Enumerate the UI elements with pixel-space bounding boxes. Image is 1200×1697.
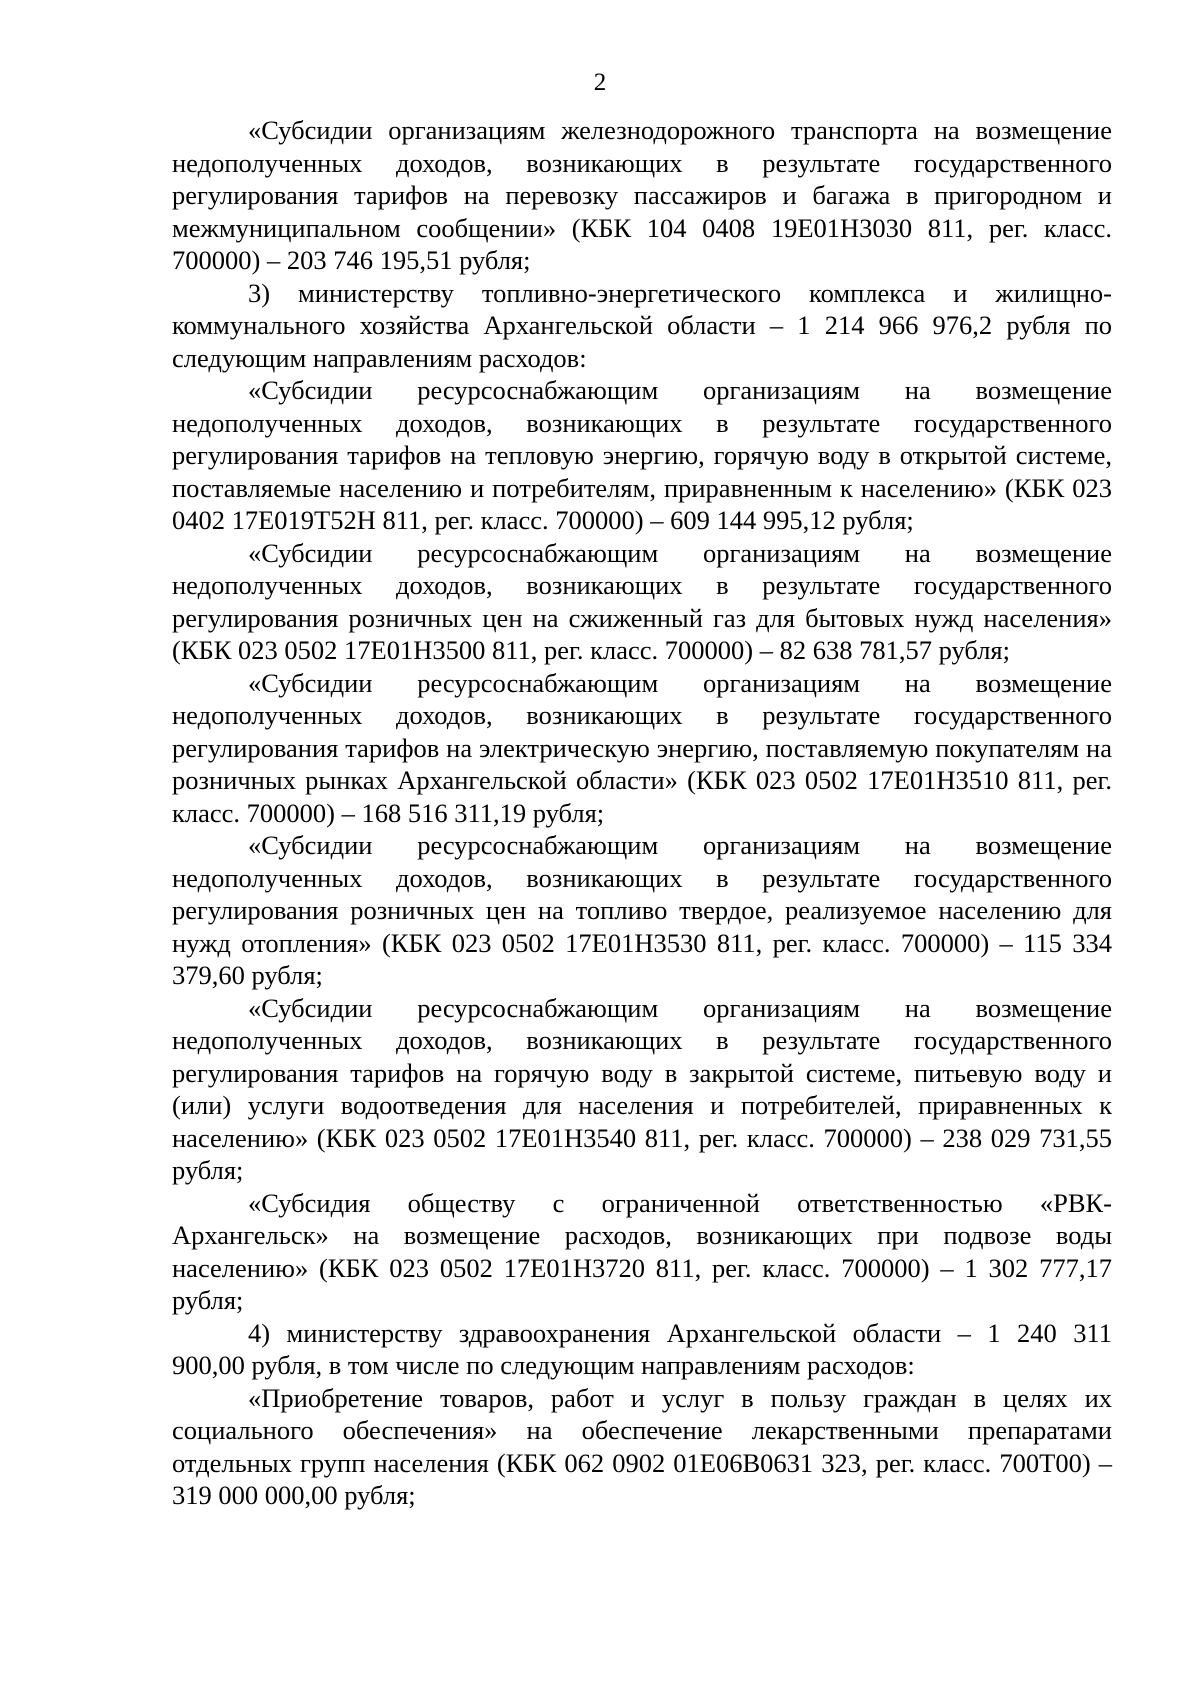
page-number: 2 (593, 69, 607, 96)
paragraph-hot-water-subsidy: «Субсидии ресурсоснабжающим организациям на возмещение недополученных доходов, возникающих в результате государственного регулирования тарифов на горячую воду в закрытой системе, питьевую воду и (или) услуги водоотведения для населения и потребителей, приравненных к населению» (КБК 023 0502 17Е01Н3540 811, рег. класс. 700000) – 238 029 731,55 рубля; (172, 992, 1112, 1185)
paragraph-liquefied-gas-subsidy: «Субсидии ресурсоснабжающим организациям на возмещение недополученных доходов, возникающих в результате государственного регулирования розничных цен на сжиженный газ для бытовых нужд населения» (КБК 023 0502 17Е01Н3500 811, рег. класс. 700000) – 82 638 781,57 рубля; (172, 537, 1112, 665)
paragraph-heat-energy-subsidy: «Субсидии ресурсоснабжающим организациям на возмещение недополученных доходов, возникающих в результате государственного регулирования тарифов на тепловую энергию, горячую воду в открытой системе, поставляемые населению и потребителям, приравненным к населению» (КБК 023 0402 17Е019Т52Н 811, рег. класс. 700000) – 609 144 995,12 рубля; (172, 375, 1112, 535)
paragraph-health-ministry: 4) министерству здравоохранения Архангельской области – 1 240 311 900,00 рубля, в том числе по следующим направлениям расходов: (172, 1317, 1112, 1380)
paragraph-fuel-energy-ministry: 3) министерству топливно-энергетического комплекса и жилищно-коммунального хозяйства Архангельской области – 1 214 966 976,2 рубля по следующим направлениям расходов: (172, 277, 1112, 373)
paragraph-medicines-procurement: «Приобретение товаров, работ и услуг в пользу граждан в целях их социального обеспечения» на обеспечение лекарственными препаратами отдельных групп населения (КБК 062 0902 01Е06В0631 323, рег. класс. 700Т00) – 319 000 000,00 рубля; (172, 1382, 1112, 1510)
paragraph-solid-fuel-subsidy: «Субсидии ресурсоснабжающим организациям на возмещение недополученных доходов, возникающих в результате государственного регулирования розничных цен на топливо твердое, реализуемое населению для нужд отопления» (КБК 023 0502 17Е01Н3530 811, рег. класс. 700000) – 115 334 379,60 рубля; (172, 830, 1112, 990)
paragraph-electric-energy-subsidy: «Субсидии ресурсоснабжающим организациям на возмещение недополученных доходов, возникающих в результате государственного регулирования тарифов на электрическую энергию, поставляемую покупателям на розничных рынках Архангельской области» (КБК 023 0502 17Е01Н3510 811, рег. класс. 700000) – 168 516 311,19 рубля; (172, 667, 1112, 828)
paragraph-rvk-water-delivery-subsidy: «Субсидия обществу с ограниченной ответственностью «РВК-Архангельск» на возмещение расходов, возникающих при подвозе воды населению» (КБК 023 0502 17Е01Н3720 811, рег. класс. 700000) – 1 302 777,17 рубля; (172, 1187, 1112, 1315)
document-body (172, 114, 1112, 1512)
paragraph-railway-subsidy: «Субсидии организациям железнодорожного транспорта на возмещение недополученных доходов, возникающих в результате государственного регулирования тарифов на перевозку пассажиров и багажа в пригородном и межмуниципальном сообщении» (КБК 104 0408 19Е01Н3030 811, рег. класс. 700000) – 203 746 195,51 рубля; (172, 115, 1112, 275)
